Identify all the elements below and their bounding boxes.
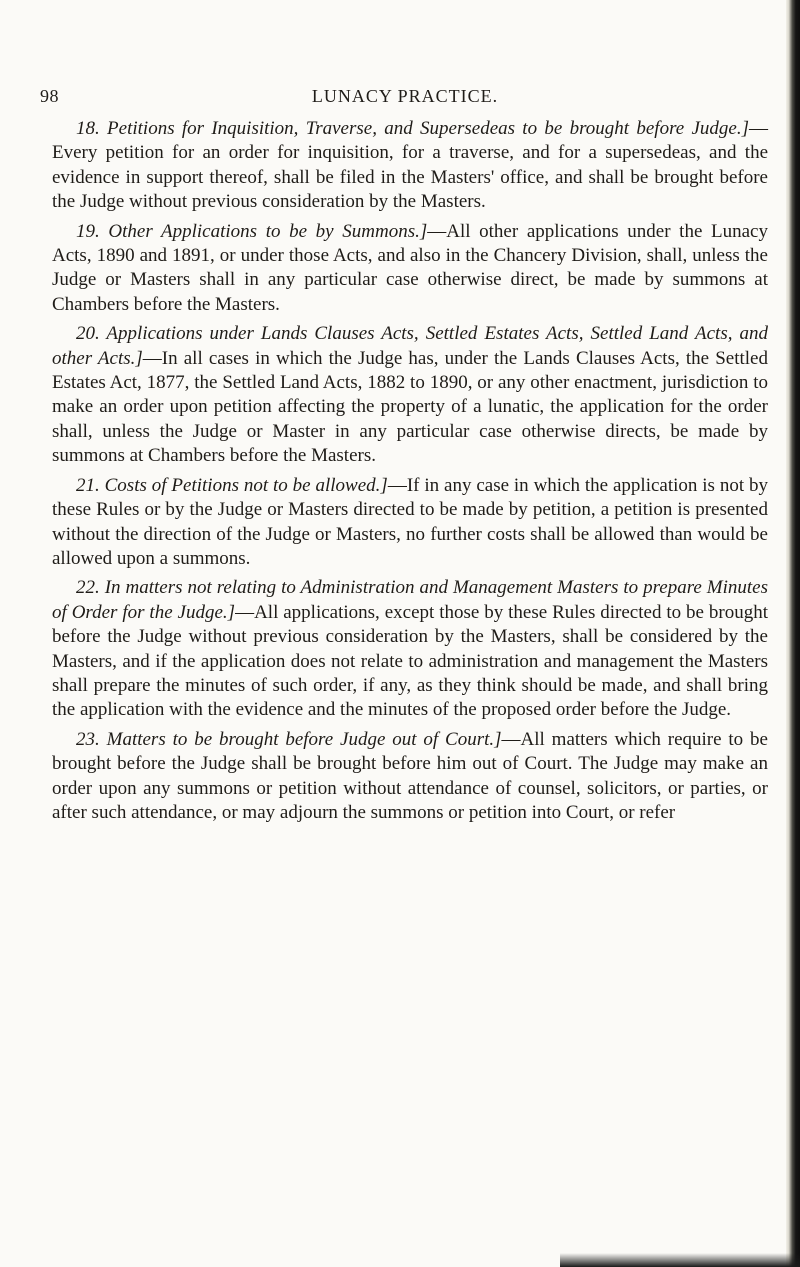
- rule-20-heading: 20. Applications under Lands Clauses Acts, Settled Estates Acts, Settled Land Acts, and other Acts.]: [52, 323, 768, 369]
- rule-19-text: —All other applications under the Lunacy Acts, 1890 and 1891, or under those Acts, and also in the Chancery Division, shall, unless the Judge or Masters shall in any particular case otherwise direct, be made by summons at Chambers before the Masters.: [52, 220, 768, 315]
- rule-20-text: —In all cases in which the Judge has, under the Lands Clauses Acts, the Settled Estates Act, 1877, the Settled Land Acts, 1882 to 1890, or any other enactment, jurisdiction to make an order upon petition affecting the property of a lunatic, the application for the order shall, unless the Judge or Master in any particular case otherwise directs, be made by summons at Chambers before the Masters.: [52, 347, 768, 467]
- rule-23-heading: 23. Matters to be brought before Judge out of Court.]: [76, 728, 502, 750]
- rule-18-paragraph: [52, 117, 768, 215]
- rule-21-text: —If in any case in which the application is not by these Rules or by the Judge or Masters directed to be made by petition, a petition is presented without the direction of the Judge or Masters, no further costs shall be allowed than would be allowed upon a summons.: [52, 474, 768, 569]
- rule-23-paragraph: [52, 728, 768, 826]
- rule-23-text: —All matters which require to be brought before the Judge shall be brought before him out of Court. The Judge may make an order upon any summons or petition without attendance of counsel, solicitors, or parties, or after such attendance, or may adjourn the summons or petition into Court, or refer: [52, 728, 768, 823]
- rule-22-paragraph: [52, 576, 768, 722]
- page-bottom-edge-shadow: [560, 1253, 800, 1267]
- rule-22-heading: 22. In matters not relating to Administration and Management Masters to prepare Minutes of Order for the Judge.]: [52, 577, 768, 623]
- binding-gutter-shadow: [786, 0, 800, 1267]
- body-text: [52, 117, 768, 830]
- rule-22-text: —All applications, except those by these Rules directed to be brought before the Judge without previous consideration by the Masters, shall be considered by the Masters, and if the application does not relate to administration and management the Masters shall prepare the minutes of such order, if any, as they think should be made, and shall bring the application with the evidence and the minutes of the proposed order before the Judge.: [52, 601, 768, 721]
- rule-18-text: —Every petition for an order for inquisition, for a traverse, and for a supersedeas, and the evidence in support thereof, shall be filed in the Masters' office, and shall be brought before the Judge without previous consideration by the Masters.: [52, 118, 768, 213]
- running-title: LUNACY PRACTICE.: [311, 86, 499, 106]
- page-number: 98: [40, 86, 59, 106]
- rule-19-paragraph: [52, 220, 768, 318]
- running-header: [40, 86, 770, 112]
- rule-21-heading: 21. Costs of Petitions not to be allowed.]: [76, 474, 388, 496]
- rule-20-paragraph: [52, 322, 768, 468]
- rule-21-paragraph: [52, 474, 768, 572]
- rule-19-heading: 19. Other Applications to be by Summons.]: [76, 220, 428, 242]
- rule-18-heading: 18. Petitions for Inquisition, Traverse, and Supersedeas to be brought before Judge.]: [76, 118, 749, 139]
